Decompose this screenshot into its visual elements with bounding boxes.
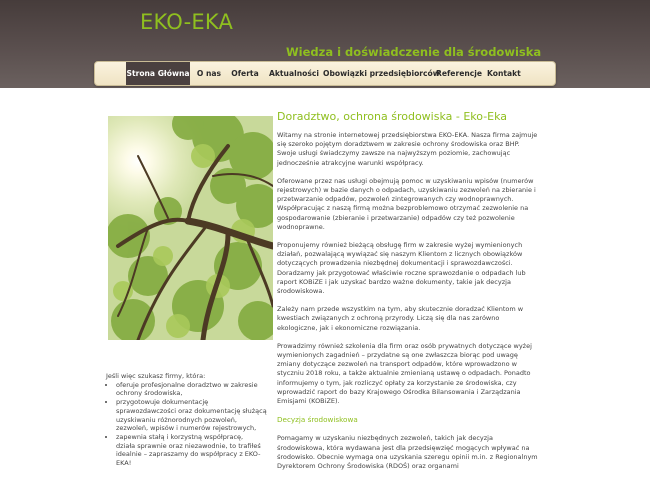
main-nav	[94, 61, 556, 86]
list-item: • oferuje profesjonalne doradztwo w zakresie ochrony środowiska,	[116, 381, 270, 398]
list-item: • zapewnia stałą i korzystną współpracę,	[116, 433, 270, 442]
sidebar-outro: działa sprawnie oraz niezawodnie, to trafiłeś idealnie – zapraszamy do współpracy z EKO-EKA!	[116, 441, 261, 468]
nav-item-contact[interactable]: Kontakt	[487, 69, 521, 78]
sidebar-text	[106, 372, 270, 468]
sidebar-list	[116, 381, 270, 442]
page-title: Doradztwo, ochrona środowiska - Eko-Eka	[277, 110, 508, 123]
support-paragraph: Proponujemy również bieżącą obsługę firm w zakresie wyżej wymienionych działań, pozwalającą wywiązać się naszym Klientom z licznych obowiązków dotyczących prowadzenia niezbędnej dokumentacji i sprawozdawczości. Doradzamy jak przygotować właściwie roczne sprawozdanie o odpadach lub raport KOBiZE i jak uzyskać bardzo ważne dokumenty, takie jak decyzja środowiskowa.	[277, 241, 526, 296]
nav-item-home[interactable]: Strona Główna	[126, 62, 190, 85]
nav-item-obligations[interactable]: Obowiązki przedsiębiorców	[323, 69, 440, 78]
site-title[interactable]: EKO-EKA	[140, 10, 234, 34]
nature-paragraph: Zależy nam przede wszystkim na tym, aby skutecznie doradzać Klientom w kwestiach związanych z ochroną przyrody. Liczą się dla nas zarówno ekologiczne, jak i ekonomiczne rozwiązania.	[277, 305, 524, 332]
nav-item-news[interactable]: Aktualności	[269, 69, 319, 78]
intro-paragraph: Witamy na stronie internetowej przedsiębiorstwa EKO-EKA. Nasza firma zajmuje się szeroko pojętym doradztwem w zakresie ochrony środowiska oraz BHP. Swoje usługi świadczymy zawsze na najwyższym poziomie, zachowując jednocześnie atrakcyjne warunki współpracy.	[277, 131, 538, 167]
sidebar-intro: Jeśli więc szukasz firmy, która:	[106, 372, 206, 380]
nav-item-offer[interactable]: Oferta	[231, 69, 259, 78]
main-content	[277, 131, 539, 480]
nav-item-references[interactable]: Referencje	[436, 69, 483, 78]
services-paragraph: Oferowane przez nas usługi obejmują pomoc w uzyskiwaniu wpisów (numerów rejestrowych) w bazie danych o odpadach, uzyskiwaniu zezwoleń na zbieranie i przetwarzanie odpadów, pozwoleń zintegrowanych czy wodnoprawnych. Współpracując z naszą firmą można bezproblemowo otrzymać zezwolenie na gospodarowanie (zbieranie i przetwarzanie) odpadów czy też pozwolenie wodnoprawne.	[277, 176, 536, 231]
site-tagline: Wiedza i doświadczenie dla środowiska	[286, 45, 542, 59]
list-item: • przygotowuje dokumentację sprawozdawczości oraz dokumentację służącą uzyskiwaniu różnorodnych pozwoleń, zezwoleń, wpisów i numerów rejestrowych,	[116, 398, 270, 433]
tree-photo	[108, 116, 273, 340]
section-heading: Decyzja środowiskowa	[277, 415, 358, 425]
training-paragraph: Prowadzimy również szkolenia dla firm oraz osób prywatnych dotyczące wyżej wymienionych zagadnień – przydatne są one zwłaszcza biorąc pod uwagę zmiany dotyczące zezwoleń na transport odpadów, które wprowadzono w styczniu 2018 roku, a także aktualnie zmienianą ustawę o odpadach. Ponadto informujemy o tym, jak rozliczyć opłaty za korzystanie ze środowiska, czy wprowadzić raport do bazy Krajowego Ośrodka Bilansowania i Zarządzania Emisjami (KOBiZE).	[277, 341, 532, 406]
nav-item-about[interactable]: O nas	[196, 69, 222, 78]
decision-paragraph: Pomagamy w uzyskaniu niezbędnych zezwoleń, takich jak decyzja środowiskowa, która wydawana jest dla przedsięwzięć mogących wpływać na środowisko. Obecnie wymaga ona uzyskania szeregu opinii m.in. z Regionalnym Dyrektorem Ochrony Środowiska (RDOŚ) oraz organami	[277, 434, 538, 471]
